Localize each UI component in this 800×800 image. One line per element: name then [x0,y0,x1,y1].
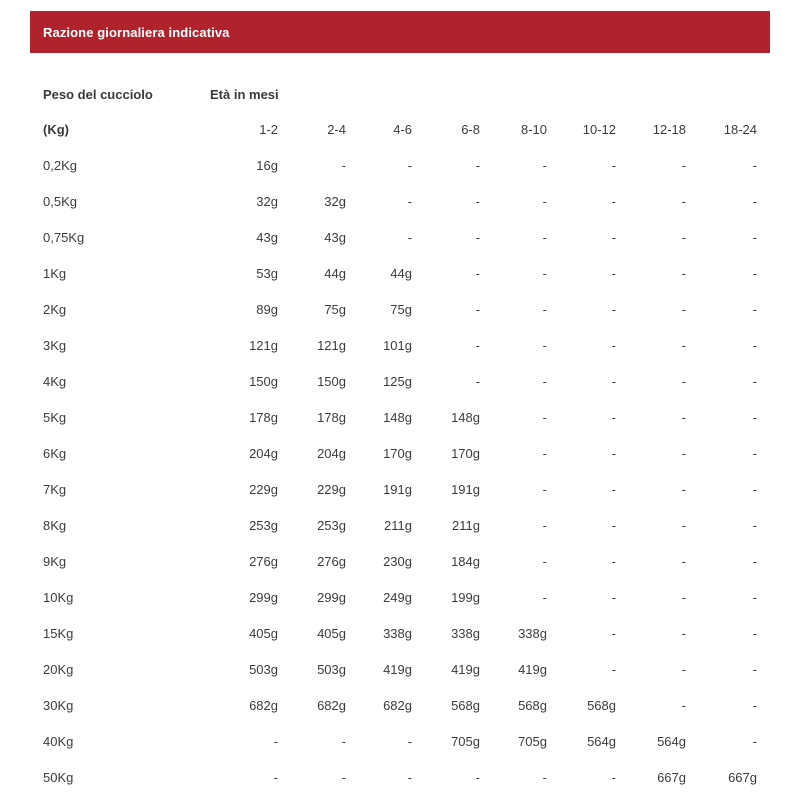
ration-cell: - [475,230,480,245]
table-row [0,472,800,508]
ration-cell: 16g [256,158,278,173]
ration-cell: 204g [249,446,278,461]
ration-cell: - [611,626,616,641]
ration-cell: 32g [324,194,346,209]
ration-cell: 43g [256,230,278,245]
ration-cell: - [407,230,412,245]
ration-cell: 229g [249,482,278,497]
ration-cell: - [542,302,547,317]
ration-cell: - [681,194,686,209]
table-row [0,364,800,400]
ration-cell: - [752,410,757,425]
table-row [0,328,800,364]
weight-cell: 40Kg [43,734,74,749]
ration-cell: - [681,266,686,281]
ration-cell: 230g [383,554,412,569]
weight-cell: 0,5Kg [43,194,77,209]
ration-cell: - [475,770,480,785]
weight-cell: 5Kg [43,410,67,425]
weight-cell: 8Kg [43,518,67,533]
ration-cell: 276g [249,554,278,569]
ration-cell: - [611,662,616,677]
ration-cell: 191g [383,482,412,497]
age-column-header: 4-6 [393,122,412,137]
ration-cell: 150g [249,374,278,389]
ration-cell: - [752,734,757,749]
ration-cell: 199g [451,590,480,605]
table-row [0,652,800,688]
table-row [0,724,800,760]
ration-cell: - [611,482,616,497]
ration-cell: - [542,518,547,533]
ration-cell: 682g [383,698,412,713]
ration-cell: 503g [317,662,346,677]
ration-cell: - [681,482,686,497]
table-row [0,508,800,544]
ration-cell: 419g [518,662,547,677]
table-row [0,148,800,184]
ration-cell: 53g [256,266,278,281]
ration-cell: - [752,698,757,713]
ration-cell: 184g [451,554,480,569]
ration-cell: - [407,770,412,785]
ration-cell: 229g [317,482,346,497]
ration-cell: 503g [249,662,278,677]
ration-cell: - [752,482,757,497]
weight-cell: 20Kg [43,662,74,677]
ration-cell: 405g [317,626,346,641]
table-row [0,580,800,616]
table-row [0,400,800,436]
section-header-bar [30,11,770,53]
ration-cell: - [475,374,480,389]
ration-cell: 178g [249,410,278,425]
weight-cell: 0,75Kg [43,230,85,245]
ration-cell: - [542,266,547,281]
ration-cell: - [475,338,480,353]
ration-cell: - [542,482,547,497]
weight-cell: 7Kg [43,482,67,497]
weight-column-header: Peso del cucciolo [43,87,153,102]
ration-cell: - [752,446,757,461]
weight-cell: 9Kg [43,554,67,569]
ration-cell: 338g [383,626,412,641]
age-column-header: 10-12 [582,122,616,137]
ration-cell: - [542,230,547,245]
age-group-header: Età in mesi [210,87,279,102]
weight-cell: 4Kg [43,374,67,389]
ration-cell: 43g [324,230,346,245]
ration-cell: - [341,158,346,173]
ration-cell: - [752,626,757,641]
weight-cell: 15Kg [43,626,74,641]
ration-cell: 191g [451,482,480,497]
ration-cell: - [611,302,616,317]
ration-cell: 204g [317,446,346,461]
ration-cell: - [542,338,547,353]
ration-cell: 705g [451,734,480,749]
ration-cell: - [752,158,757,173]
ration-cell: - [542,446,547,461]
ration-cell: - [611,158,616,173]
weight-cell: 30Kg [43,698,74,713]
weight-cell: 10Kg [43,590,74,605]
ration-cell: 682g [317,698,346,713]
ration-cell: - [752,554,757,569]
ration-cell: 170g [383,446,412,461]
ration-cell: - [611,338,616,353]
ration-cell: 121g [249,338,278,353]
ration-cell: - [542,374,547,389]
ration-cell: - [611,266,616,281]
ration-cell: - [611,554,616,569]
ration-cell: - [752,338,757,353]
weight-cell: 3Kg [43,338,67,353]
ration-cell: - [681,662,686,677]
table-row [0,184,800,220]
ration-cell: - [542,194,547,209]
ration-cell: - [681,698,686,713]
ration-cell: 564g [657,734,686,749]
ration-cell: 148g [451,410,480,425]
ration-cell: 338g [451,626,480,641]
ration-cell: - [752,590,757,605]
ration-cell: - [752,302,757,317]
ration-cell: 419g [383,662,412,677]
ration-cell: - [611,230,616,245]
ration-cell: 75g [390,302,412,317]
ration-cell: - [752,374,757,389]
table-row [0,256,800,292]
ration-cell: - [611,194,616,209]
ration-cell: - [542,158,547,173]
ration-cell: 568g [518,698,547,713]
ration-cell: - [611,374,616,389]
ration-cell: - [681,158,686,173]
ration-cell: 568g [451,698,480,713]
ration-cell: 299g [249,590,278,605]
ration-cell: - [341,734,346,749]
ration-cell: - [407,734,412,749]
ration-cell: - [341,770,346,785]
ration-cell: 705g [518,734,547,749]
ration-cell: - [407,158,412,173]
ration-cell: 125g [383,374,412,389]
ration-cell: 667g [657,770,686,785]
ration-cell: - [542,770,547,785]
ration-cell: 299g [317,590,346,605]
table-row [0,436,800,472]
weight-cell: 2Kg [43,302,67,317]
column-header-row [0,112,800,148]
ration-cell: 89g [256,302,278,317]
ration-cell: 148g [383,410,412,425]
ration-cell: - [542,410,547,425]
ration-cell: - [752,518,757,533]
table-row [0,688,800,724]
ration-cell: 405g [249,626,278,641]
ration-cell: 338g [518,626,547,641]
ration-cell: - [752,230,757,245]
ration-cell: - [752,194,757,209]
ration-cell: 419g [451,662,480,677]
age-column-header: 2-4 [327,122,346,137]
age-column-header: 6-8 [461,122,480,137]
ration-cell: - [611,518,616,533]
age-column-header: 1-2 [259,122,278,137]
ration-cell: 75g [324,302,346,317]
ration-cell: - [681,302,686,317]
ration-cell: - [681,626,686,641]
ration-cell: - [681,518,686,533]
ration-cell: 276g [317,554,346,569]
ration-cell: 249g [383,590,412,605]
ration-cell: - [475,158,480,173]
ration-cell: 253g [249,518,278,533]
ration-cell: 44g [390,266,412,281]
ration-cell: 211g [384,518,412,533]
ration-cell: 170g [451,446,480,461]
ration-cell: 32g [256,194,278,209]
ration-cell: - [407,194,412,209]
age-column-header: 18-24 [723,122,757,137]
ration-cell: 121g [317,338,346,353]
ration-cell: - [752,266,757,281]
table-row [0,616,800,652]
weight-cell: 6Kg [43,446,67,461]
age-column-header: 8-10 [520,122,547,137]
ration-cell: - [475,302,480,317]
ration-cell: - [542,590,547,605]
table-row [0,760,800,796]
section-title: Razione giornaliera indicativa [43,24,230,40]
ration-cell: - [611,770,616,785]
ration-cell: - [681,374,686,389]
ration-cell: - [611,446,616,461]
ration-cell: - [475,266,480,281]
weight-cell: 1Kg [43,266,67,281]
ration-cell: - [681,554,686,569]
ration-cell: - [681,338,686,353]
ration-cell: 667g [728,770,757,785]
ration-cell: - [542,554,547,569]
ration-cell: 44g [324,266,346,281]
weight-unit-header: (Kg) [43,122,69,137]
ration-cell: 568g [587,698,616,713]
ration-cell: - [273,734,278,749]
ration-cell: 211g [452,518,480,533]
ration-cell: 564g [587,734,616,749]
ration-cell: - [681,410,686,425]
ration-cell: - [475,194,480,209]
ration-cell: 101g [383,338,412,353]
ration-cell: - [273,770,278,785]
ration-cell: - [611,590,616,605]
ration-cell: 682g [249,698,278,713]
table-row [0,292,800,328]
ration-cell: - [681,230,686,245]
ration-cell: - [681,446,686,461]
age-column-header: 12-18 [652,122,686,137]
ration-cell: - [681,590,686,605]
ration-cell: 150g [317,374,346,389]
ration-cell: - [752,662,757,677]
table-row [0,220,800,256]
ration-cell: 178g [317,410,346,425]
weight-cell: 50Kg [43,770,74,785]
ration-cell: 253g [317,518,346,533]
ration-cell: - [611,410,616,425]
weight-cell: 0,2Kg [43,158,77,173]
table-row [0,544,800,580]
